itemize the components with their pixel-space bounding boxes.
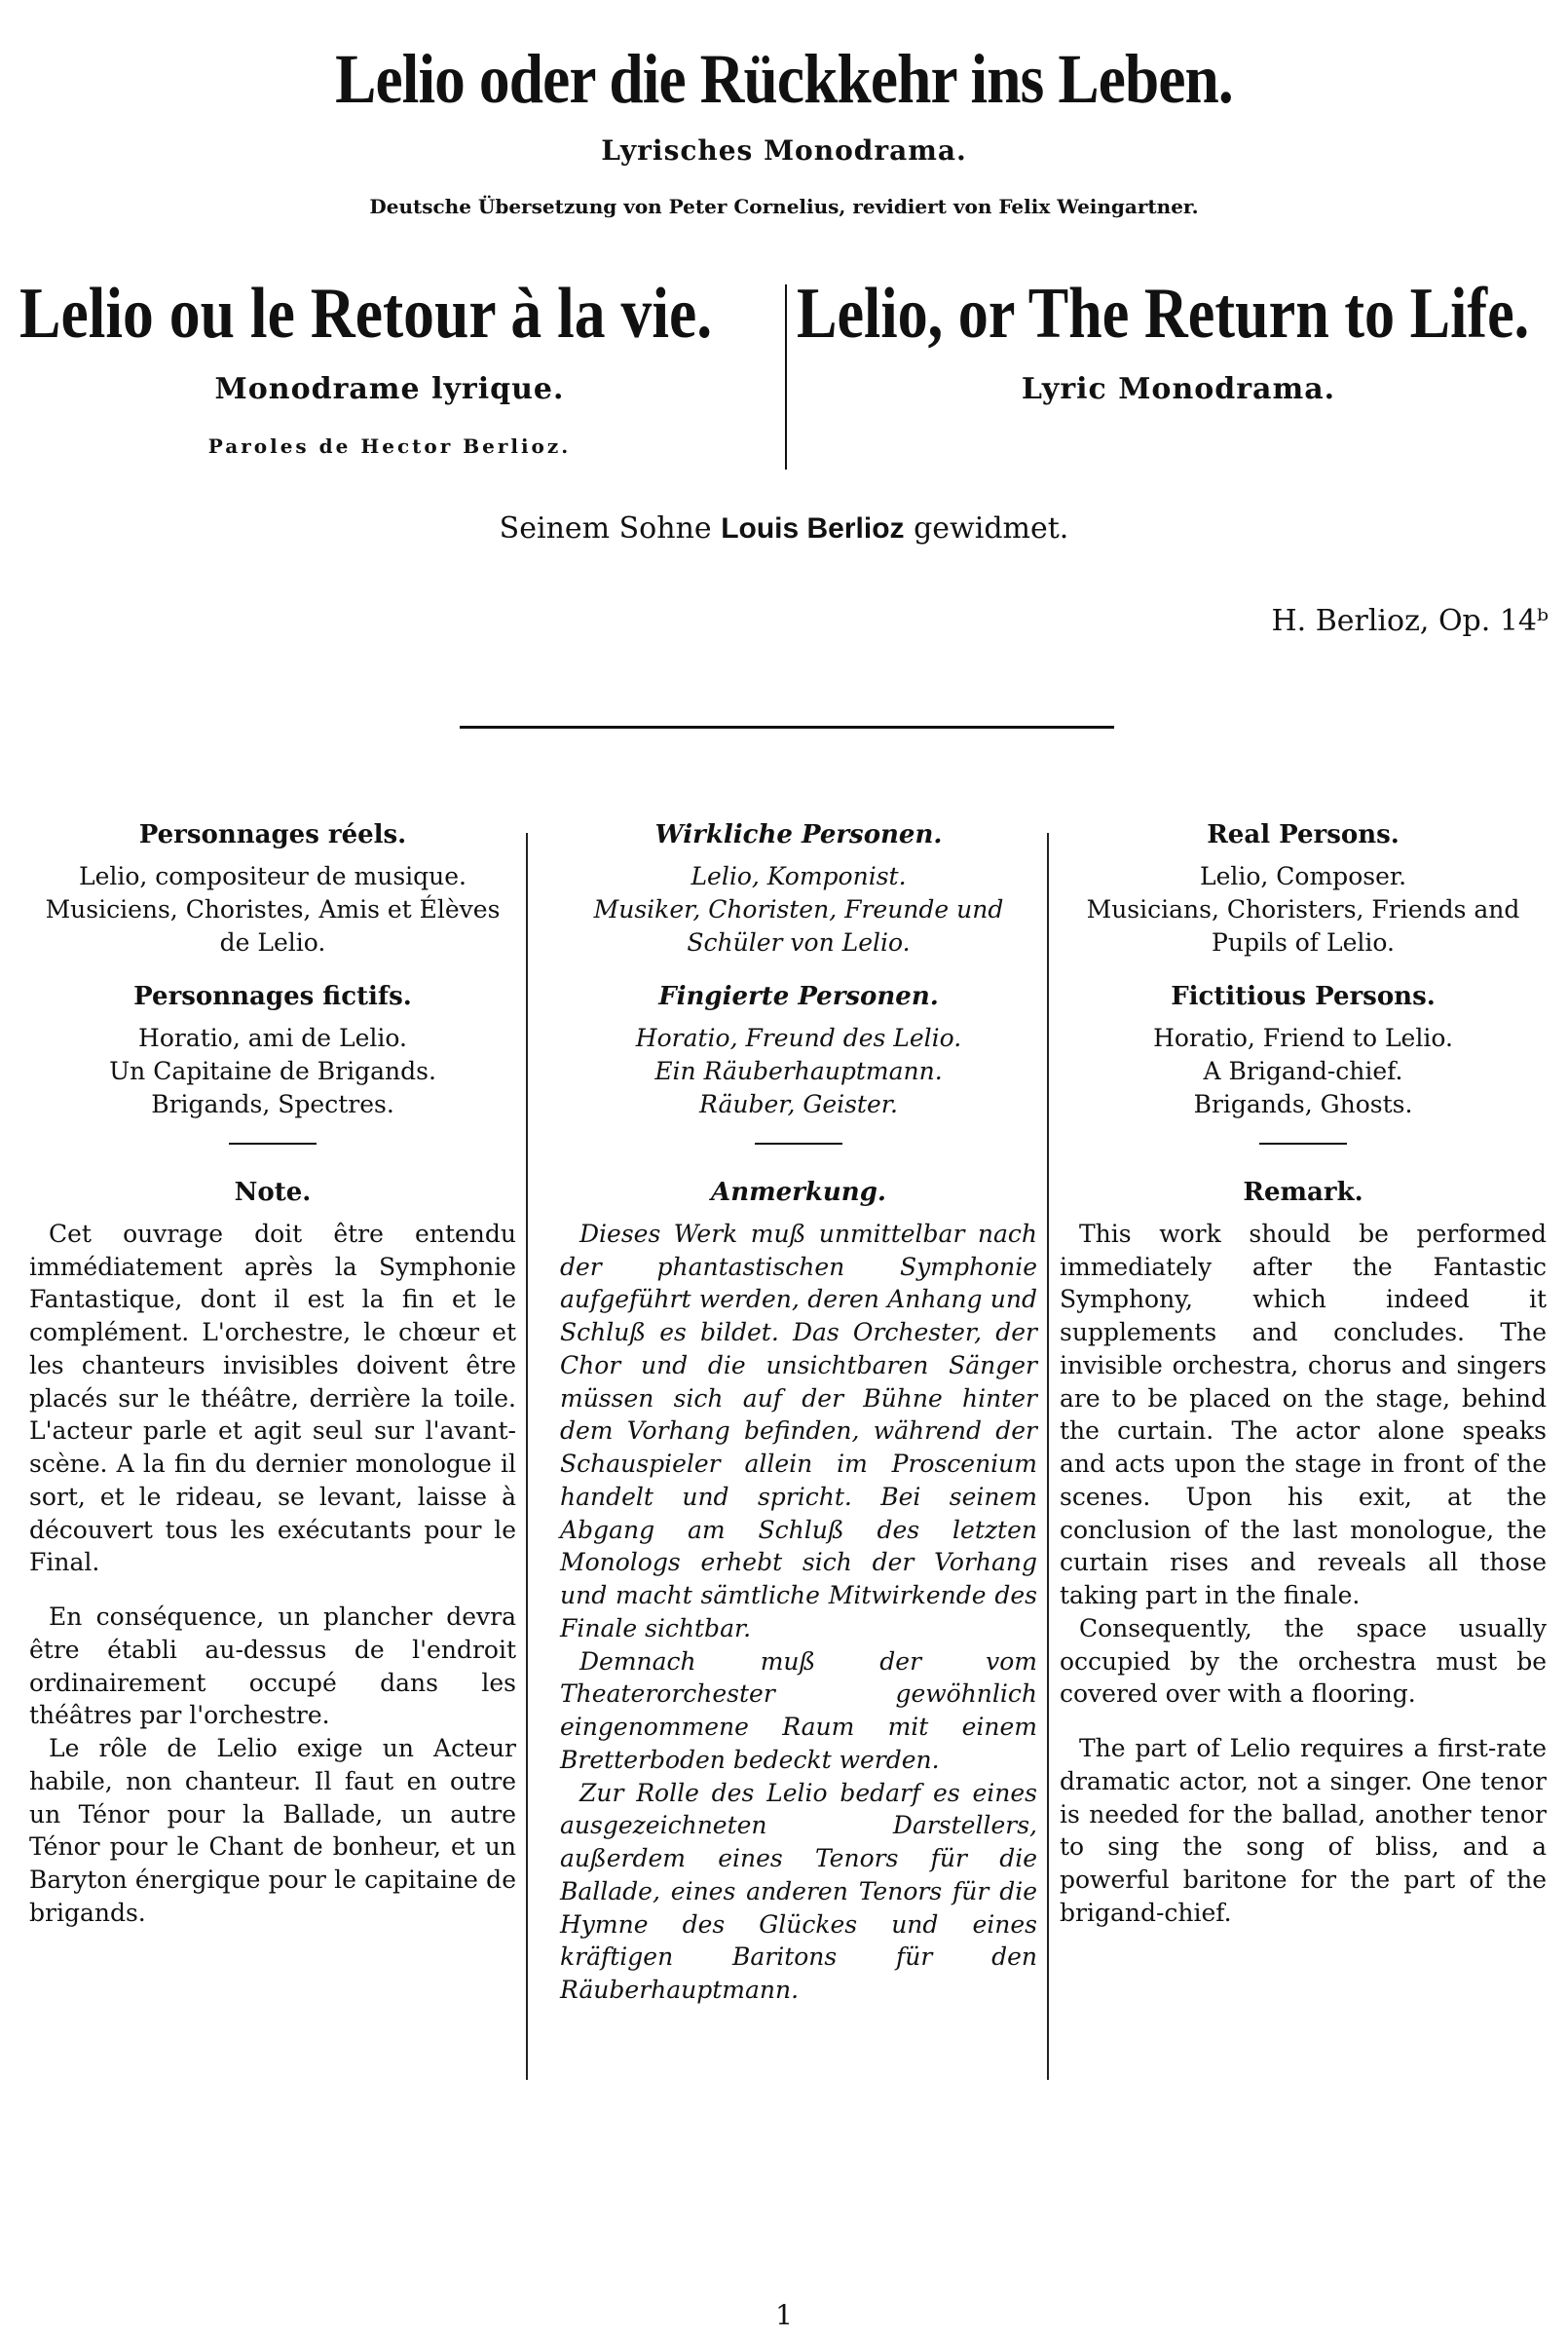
column-english bbox=[1060, 818, 1547, 1930]
title-divider bbox=[785, 284, 787, 470]
real-person-line: Musicians, Choristers, Friends and Pupils of Lelio. bbox=[1086, 894, 1520, 957]
note-paragraph: The part of Lelio requires a first-rate dramatic actor, not a singer. One tenor is needed for the ballad, another tenor to sing the song of bliss, and a powerful baritone for the part of the brigand-chief. bbox=[1060, 1734, 1547, 1927]
column-divider-1 bbox=[526, 833, 528, 2080]
real-persons-heading: Wirkliche Personen. bbox=[654, 820, 943, 849]
fictive-persons-heading: Personnages fictifs. bbox=[133, 982, 412, 1012]
dedication-pre: Seinem Sohne bbox=[499, 511, 712, 546]
real-person-line: Lelio, Composer. bbox=[1199, 862, 1407, 891]
note-paragraph: Zur Rolle des Lelio bedarf es eines ausgezeichneten Darstellers, außerdem eines Tenors für die Ballade, eines anderen Tenors für die Hymne des Glückes und eines kräftigen Baritons für den Räuberhauptmann. bbox=[560, 1778, 1037, 2005]
column-german bbox=[560, 818, 1037, 2007]
fictive-person-line: Un Capitaine de Brigands. bbox=[109, 1057, 436, 1086]
section-rule bbox=[229, 1143, 317, 1145]
note-paragraph: This work should be performed immediately after the Fantastic Symphony, which indeed it supplements and concludes. The invisible orchestra, chorus and singers are to be placed on the stage, behind the curtain. The actor alone speaks and acts upon the stage in front of the scenes. Upon his exit, at the conclusion of the last monologue, the curtain rises and reveals all those taking part in the finale. bbox=[1060, 1219, 1547, 1610]
header-rule bbox=[460, 726, 1114, 729]
page-number: 1 bbox=[775, 2299, 793, 2331]
note-heading: Note. bbox=[234, 1177, 312, 1207]
opus-number: H. Berlioz, Op. 14ᵇ bbox=[1271, 604, 1549, 638]
note-paragraph: Consequently, the space usually occupied by the orchestra must be covered over with a flooring. bbox=[1060, 1613, 1547, 1709]
fictive-person-line: Brigands, Spectres. bbox=[151, 1089, 394, 1118]
title-french: Lelio ou le Retour à la vie. bbox=[19, 274, 713, 354]
dedication-name: Louis Berlioz bbox=[721, 512, 905, 545]
title-german: Lelio oder die Rückkehr ins Leben. bbox=[335, 40, 1233, 118]
real-person-line: Lelio, Komponist. bbox=[691, 862, 907, 891]
real-persons-heading: Real Persons. bbox=[1207, 820, 1400, 849]
section-rule bbox=[755, 1143, 842, 1145]
subtitle-german: Lyrisches Monodrama. bbox=[601, 134, 967, 167]
section-rule bbox=[1259, 1143, 1347, 1145]
fictive-persons-heading: Fingierte Personen. bbox=[658, 982, 939, 1012]
fictive-person-line: Horatio, ami de Lelio. bbox=[138, 1024, 407, 1053]
note-paragraph: Le rôle de Lelio exige un Acteur habile, non chanteur. Il faut en outre un Ténor pour la Ballade, un autre Ténor pour le Chant de bonheur, et un Baryton énergique pour le capitaine de brigands. bbox=[29, 1734, 516, 1927]
note-heading: Remark. bbox=[1243, 1177, 1363, 1207]
note-paragraph: Cet ouvrage doit être entendu immédiatement après la Symphonie Fantastique, dont il est la fin et le complément. L'orchestre, le chœur et les chanteurs invisibles doivent être placés sur le théâtre, derrière la toile. L'acteur parle et agit seul sur l'avant-scène. A la fin du dernier monologue il sort, et le rideau, se levant, laisse à découvert tous les exécutants pour le Final. bbox=[29, 1219, 516, 1577]
subtitle-french: Monodrame lyrique. bbox=[214, 372, 565, 406]
fictive-person-line: Brigands, Ghosts. bbox=[1193, 1089, 1413, 1118]
column-divider-2 bbox=[1047, 833, 1049, 2080]
fictive-person-line: Horatio, Freund des Lelio. bbox=[635, 1024, 962, 1053]
real-persons-heading: Personnages réels. bbox=[138, 820, 407, 849]
title-english: Lelio, or The Return to Life. bbox=[797, 274, 1530, 354]
note-paragraph: Dieses Werk muß unmittelbar nach der phantastischen Symphonie aufgeführt werden, deren Anhang und Schluß es bildet. Das Orchester, der Chor und die unsichtbaren Sänger müssen sich auf der Bühne hinter dem Vorhang befinden, während der Schauspieler allein im Proscenium handelt und spricht. Bei seinem Abgang am Schluß des letzten Monologs erhebt sich der Vorhang und macht sämtliche Mitwirkende des Finale sichtbar. bbox=[560, 1219, 1037, 1642]
fictive-person-line: A Brigand-chief. bbox=[1203, 1057, 1403, 1086]
note-paragraph: En conséquence, un plancher devra être établi au-dessus de l'endroit ordinairement occupé dans les théâtres par l'orchestre. bbox=[29, 1603, 516, 1730]
dedication-post: gewidmet. bbox=[914, 511, 1069, 546]
note-paragraph: Demnach muß der vom Theaterorchester gewöhnlich eingenommene Raum mit einem Bretterboden bedeckt werden. bbox=[560, 1646, 1037, 1774]
dedication bbox=[0, 511, 1568, 546]
translation-note: Deutsche Übersetzung von Peter Cornelius, revidiert von Felix Weingartner. bbox=[369, 195, 1199, 218]
fictive-persons-heading: Fictitious Persons. bbox=[1171, 982, 1436, 1012]
real-person-line: Musiciens, Choristes, Amis et Élèves de Lelio. bbox=[45, 894, 501, 957]
real-person-line: Lelio, compositeur de musique. bbox=[78, 862, 467, 891]
fictive-person-line: Räuber, Geister. bbox=[699, 1089, 898, 1118]
fictive-person-line: Horatio, Friend to Lelio. bbox=[1153, 1024, 1453, 1053]
words-credit-french: Paroles de Hector Berlioz. bbox=[207, 434, 572, 458]
column-french bbox=[29, 818, 516, 1930]
fictive-person-line: Ein Räuberhauptmann. bbox=[654, 1057, 943, 1086]
real-person-line: Musiker, Choristen, Freunde und Schüler von Lelio. bbox=[593, 894, 1004, 957]
note-heading: Anmerkung. bbox=[711, 1177, 886, 1207]
subtitle-english: Lyric Monodrama. bbox=[1021, 372, 1336, 406]
